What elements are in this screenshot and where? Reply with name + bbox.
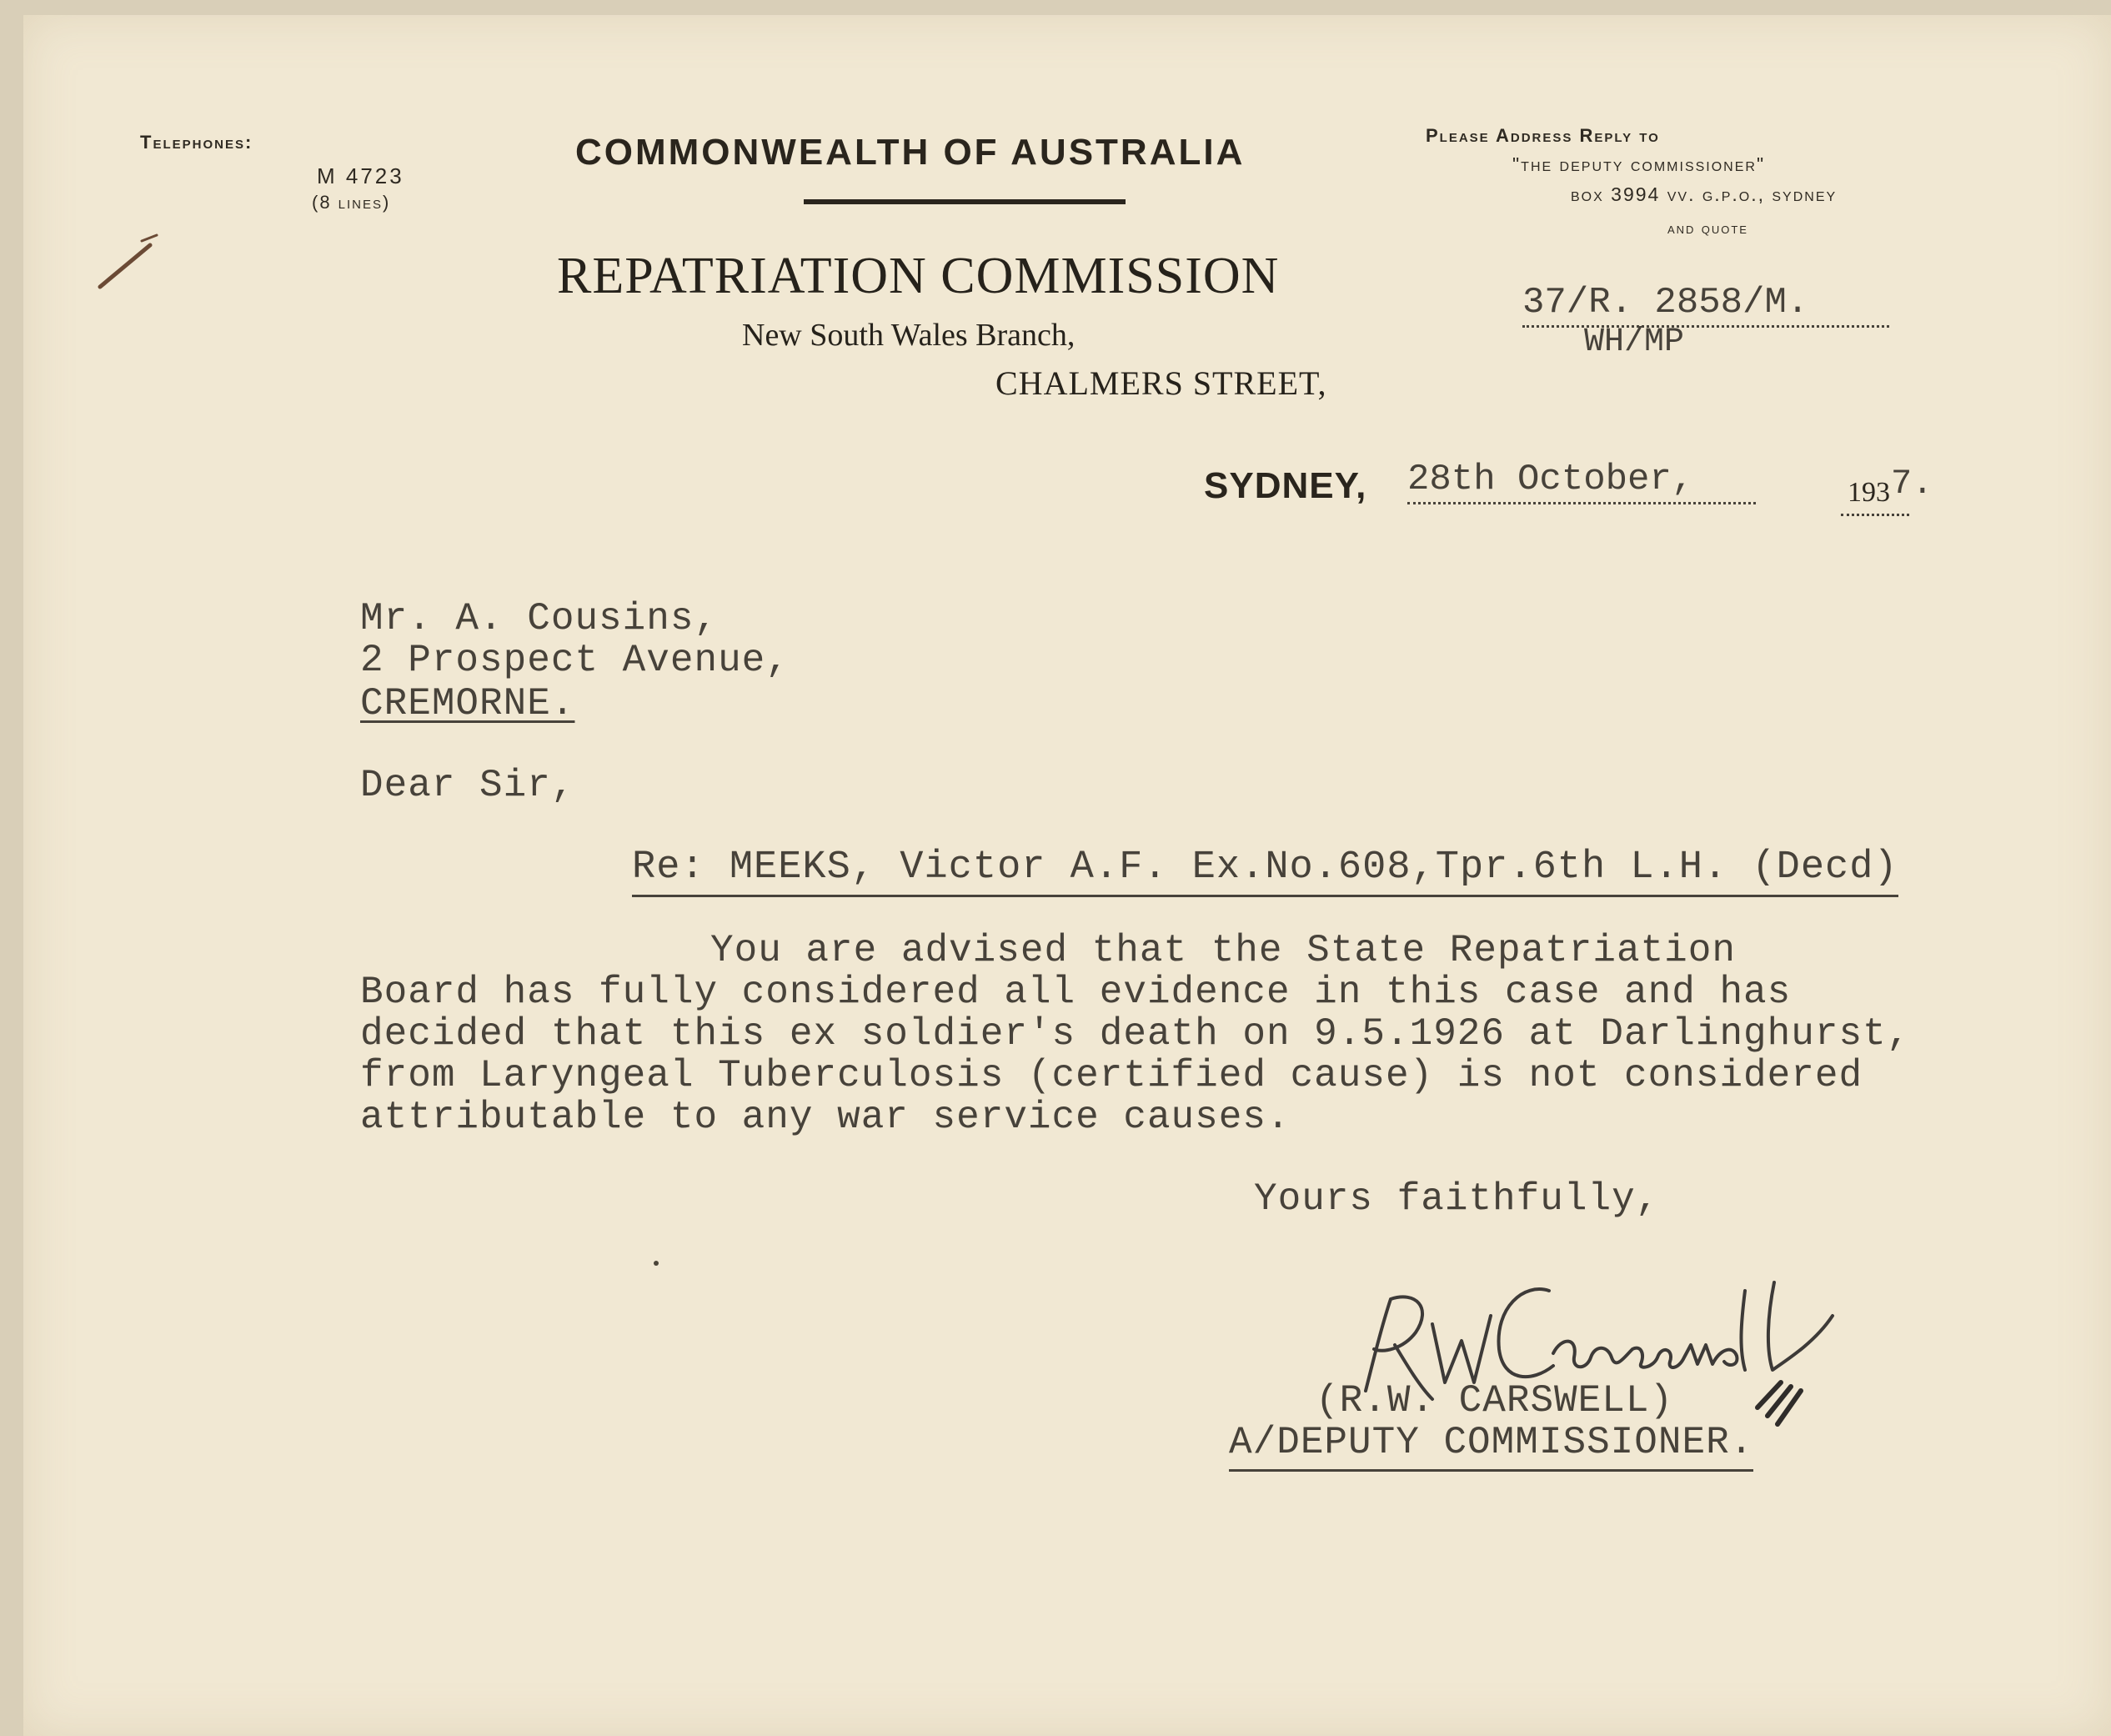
reply-recipient: "the deputy commissioner" (1512, 153, 1766, 175)
date-day-month: 28th October, (1407, 459, 1756, 504)
commission-title: REPATRIATION COMMISSION (557, 248, 1280, 304)
signatory-name: (R.W. CARSWELL) (1316, 1379, 1674, 1422)
date-city: SYDNEY, (1204, 465, 1367, 506)
paper-speck (654, 1261, 659, 1266)
telephones-label: Telephones: (140, 132, 253, 153)
date-year-suffix: 7. (1891, 464, 1933, 504)
body-line: from Laryngeal Tuberculosis (certified cause) is not considered (360, 1054, 1863, 1097)
ink-mark (92, 220, 167, 295)
body-line: attributable to any war service causes. (360, 1096, 1291, 1139)
recipient-suburb: CREMORNE. (360, 682, 575, 725)
street-address: CHALMERS STREET, (995, 364, 1327, 402)
reply-instruction: Please Address Reply to (1426, 125, 1660, 146)
telephone-lines: (8 lines) (312, 192, 391, 213)
letterhead-heading: COMMONWEALTH OF AUSTRALIA (575, 132, 1246, 173)
reference-initials: WH/MP (1584, 324, 1685, 361)
body-line: decided that this ex soldier's death on 9.5.1926 at Darlinghurst, (360, 1012, 1911, 1056)
closing: Yours faithfully, (1254, 1177, 1660, 1221)
reply-box: box 3994 vv. g.p.o., sydney (1571, 183, 1838, 205)
branch-name: New South Wales Branch, (742, 318, 1076, 353)
subject-line: Re: MEEKS, Victor A.F. Ex.No.608,Tpr.6th L.H. (Decd) (632, 845, 1898, 897)
telephone-number: M 4723 (317, 163, 404, 188)
heading-rule (804, 199, 1126, 204)
body-line: You are advised that the State Repatriation (710, 929, 1736, 972)
salutation: Dear Sir, (360, 764, 575, 807)
reply-quote: and quote (1667, 220, 1748, 238)
reference-number: 37/R. 2858/M. (1522, 282, 1889, 328)
letter-page (23, 15, 2111, 1736)
date-year-dots (1841, 514, 1909, 516)
signatory-title: A/DEPUTY COMMISSIONER. (1229, 1421, 1753, 1472)
recipient-street: 2 Prospect Avenue, (360, 639, 790, 682)
date-year-prefix: 193 (1848, 477, 1890, 508)
body-line: Board has fully considered all evidence in this case and has (360, 971, 1792, 1014)
recipient-name: Mr. A. Cousins, (360, 597, 719, 640)
